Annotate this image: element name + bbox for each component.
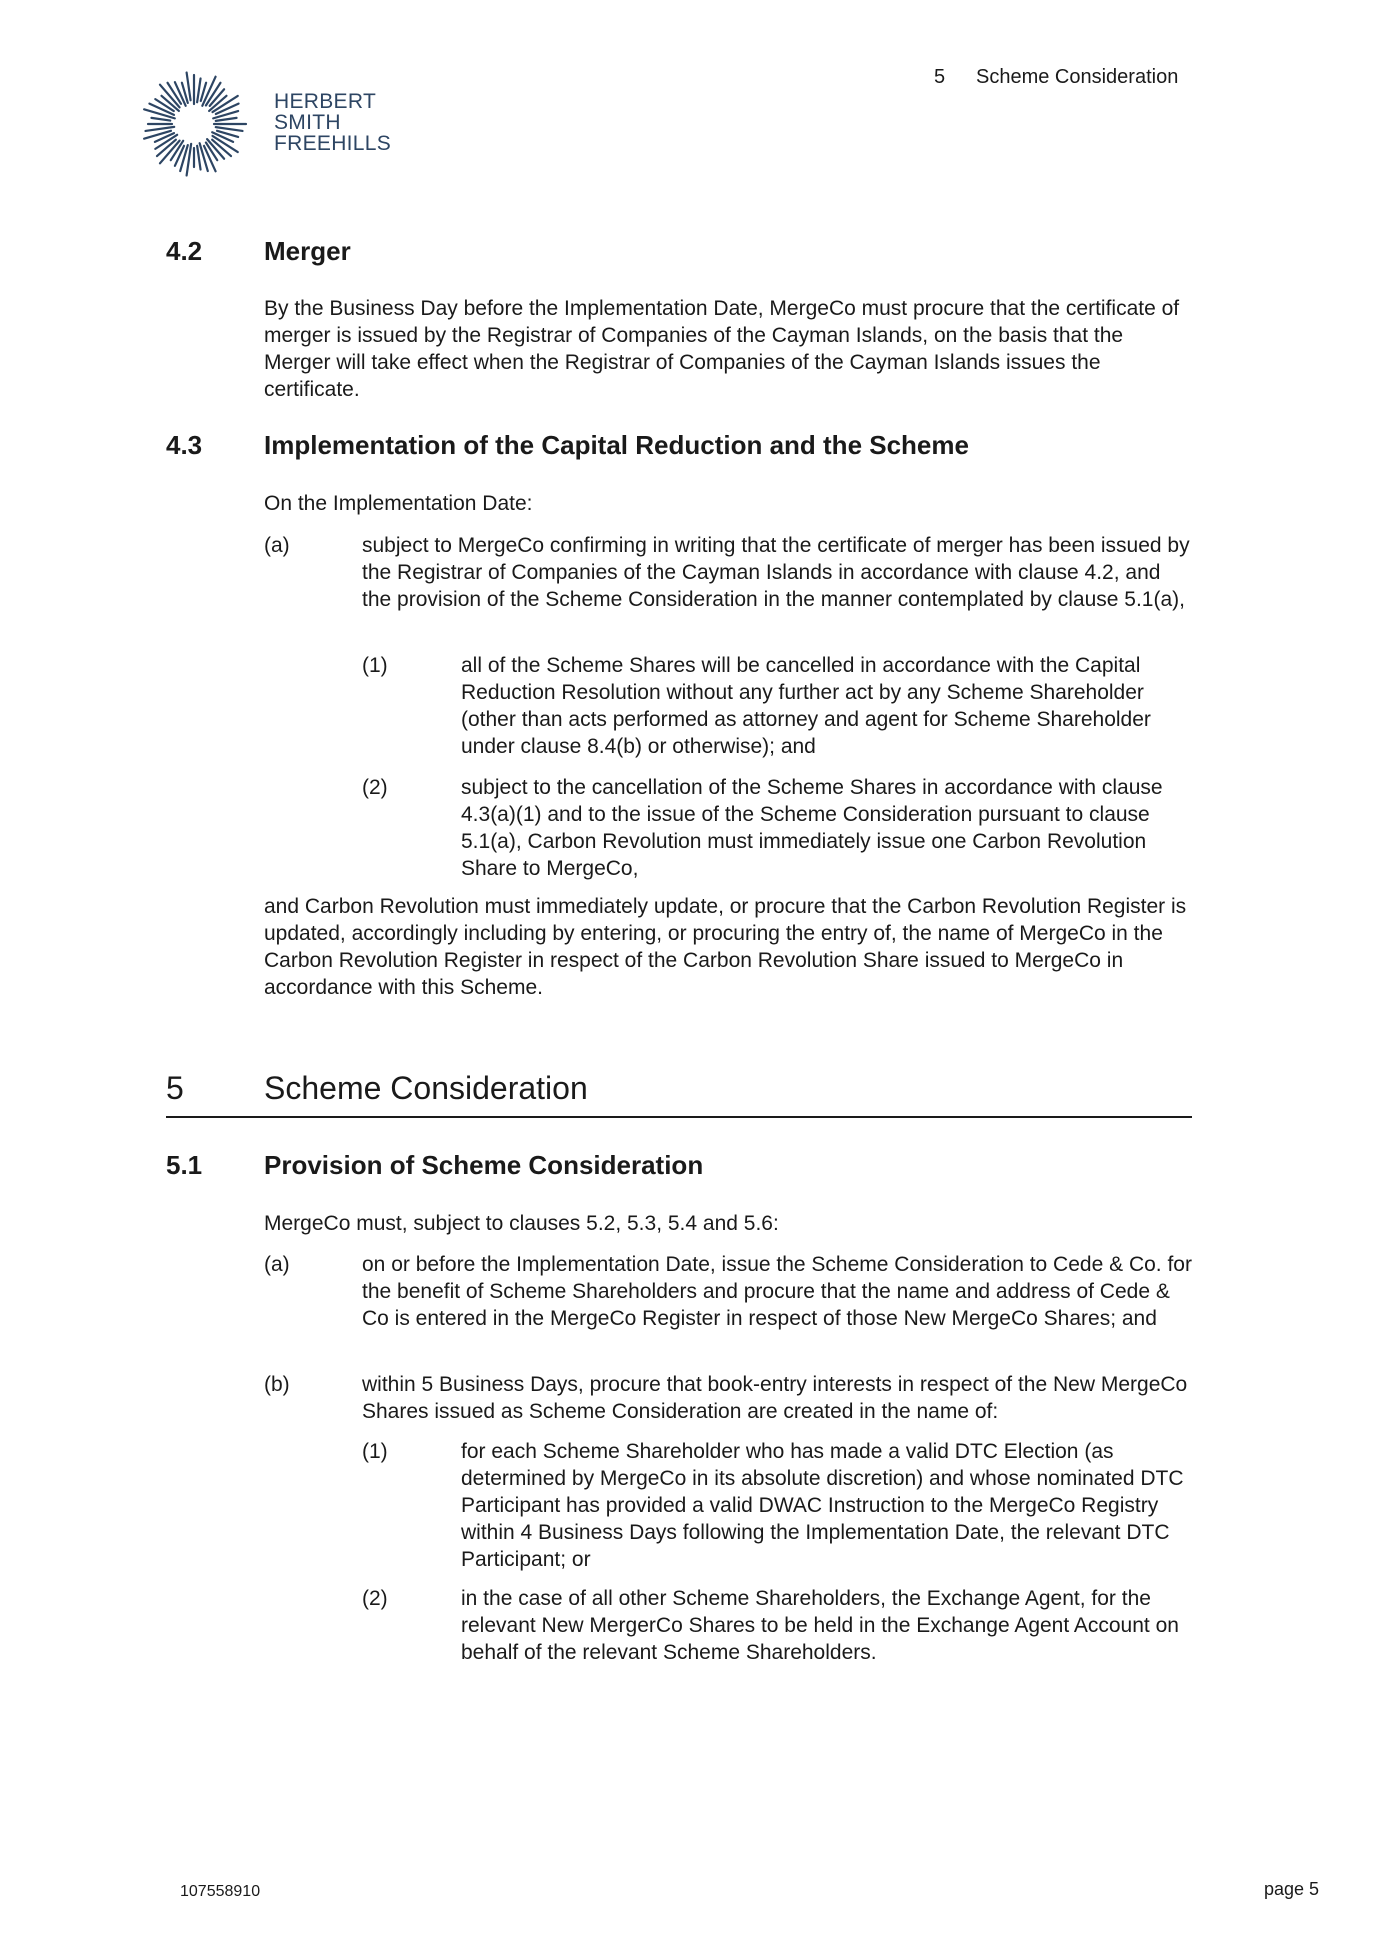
clause-4-3-a-label: (a) bbox=[264, 534, 290, 557]
section-4-3-intro: On the Implementation Date: bbox=[264, 492, 533, 515]
logo-ray bbox=[216, 127, 243, 131]
logo-ray bbox=[180, 145, 188, 171]
clause-4-3-a-text: subject to MergeCo confirming in writing that the certificate of merger has been issued by the Registrar of Companies of the Cayman Islands in accordance with clause 4.2, and the provision of the Scheme Consideration in the manner contemplated by clause 5.1(a), bbox=[362, 534, 1190, 611]
document-id: 107558910 bbox=[180, 1883, 261, 1900]
clause-5-1-b-1-text: for each Scheme Shareholder who has made a valid DTC Election (as determined by MergeCo in its absolute discretion) and whose nominated DTC Participant has provided a valid DWAC Instruction to the MergeCo Registry within 4 Business Days following the Implementation Date, the relevant DTC Participant; or bbox=[461, 1440, 1184, 1571]
section-5-1-intro: MergeCo must, subject to clauses 5.2, 5.3, 5.4 and 5.6: bbox=[264, 1212, 779, 1235]
running-header-number: 5 bbox=[934, 66, 946, 88]
logo-ray bbox=[216, 118, 237, 121]
clause-5-1-b-text: within 5 Business Days, procure that book-entry interests in respect of the New MergeCo Shares issued as Scheme Consideration are created in the name of: bbox=[362, 1373, 1188, 1423]
logo-ray bbox=[151, 118, 170, 121]
firm-name-line-1: HERBERT bbox=[274, 90, 377, 113]
clause-4-3-a-2-text: subject to the cancellation of the Scheme Shares in accordance with clause 4.3(a)(1) and to the issue of the Scheme Consideration pursuant to clause 5.1(a), Carbon Revolution must immediately issue one Carbon Revolution Share to MergeCo, bbox=[461, 776, 1163, 880]
clause-5-1-b-2-label: (2) bbox=[362, 1587, 388, 1610]
page-number: page 5 bbox=[1264, 1879, 1320, 1899]
section-4-2-heading: Merger bbox=[264, 236, 351, 266]
clause-5-1-a-text: on or before the Implementation Date, issue the Scheme Consideration to Cede & Co. for the benefit of Scheme Shareholders and procure that the name and address of Cede & Co is entered in the MergeCo Register in respect of those New MergeCo Shares; and bbox=[362, 1253, 1192, 1330]
firm-name bbox=[274, 91, 391, 154]
running-header-title: Scheme Consideration bbox=[976, 66, 1179, 88]
clause-5-1-b-1-label: (1) bbox=[362, 1440, 388, 1463]
clause-5-1-a-label: (a) bbox=[264, 1253, 290, 1276]
section-5-number: 5 bbox=[166, 1070, 184, 1106]
firm-name-line-2: SMITH bbox=[274, 111, 341, 134]
section-5-heading: Scheme Consideration bbox=[264, 1070, 588, 1106]
clause-4-3-a-1-text: all of the Scheme Shares will be cancelled in accordance with the Capital Reduction Resolution without any further act by any Scheme Shareholder (other than acts performed as attorney and agent for Scheme Shareholder under clause 8.4(b) or otherwise); and bbox=[461, 654, 1151, 758]
section-5-1-heading: Provision of Scheme Consideration bbox=[264, 1150, 704, 1180]
section-4-2-body: By the Business Day before the Implementation Date, MergeCo must procure that the certificate of merger is issued by the Registrar of Companies of the Cayman Islands, on the basis that the Merger will take effect when the Registrar of Companies of the Cayman Islands issues the certificate. bbox=[264, 297, 1180, 401]
clause-4-3-a-1-label: (1) bbox=[362, 654, 388, 677]
section-4-3-closing: and Carbon Revolution must immediately update, or procure that the Carbon Revolution Register is updated, accordingly including by entering, or procuring the entry of, the name of MergeCo in the Carbon Revolution Register in respect of the Carbon Revolution Share issued to MergeCo in accordance with this Scheme. bbox=[264, 895, 1187, 999]
section-4-2-number: 4.2 bbox=[166, 236, 203, 266]
clause-5-1-b-label: (b) bbox=[264, 1373, 290, 1396]
logo-ray bbox=[187, 73, 191, 101]
logo-ray bbox=[197, 146, 200, 170]
sunburst-logo-icon bbox=[136, 66, 252, 182]
firm-name-line-3: FREEHILLS bbox=[274, 132, 392, 155]
clause-5-1-b-2-text: in the case of all other Scheme Shareholders, the Exchange Agent, for the relevant New MergerCo Shares to be held in the Exchange Agent Account on behalf of the relevant Scheme Shareholders. bbox=[461, 1587, 1179, 1664]
firm-logo bbox=[136, 66, 406, 182]
clause-4-3-a-2-label: (2) bbox=[362, 776, 388, 799]
logo-ray bbox=[197, 78, 200, 102]
section-4-3-number: 4.3 bbox=[166, 430, 203, 460]
section-4-3-heading: Implementation of the Capital Reduction and the Scheme bbox=[264, 430, 969, 460]
section-5-1-number: 5.1 bbox=[166, 1150, 203, 1180]
section-5-rule bbox=[166, 1116, 1192, 1118]
